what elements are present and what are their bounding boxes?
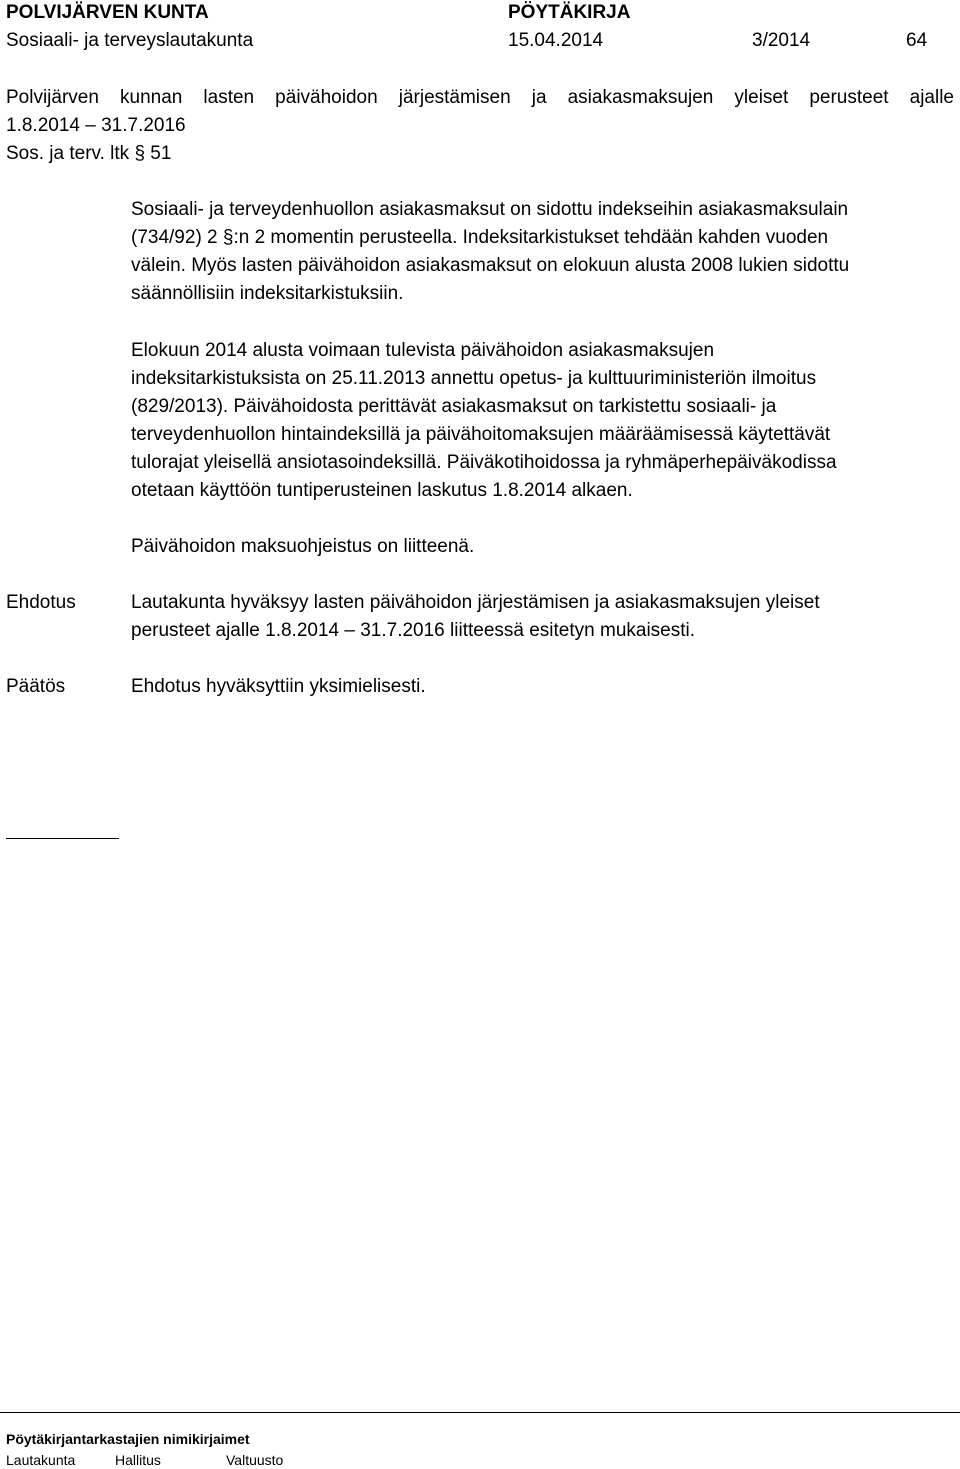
proposal-line: Lautakunta hyväksyy lasten päivähoidon järjestämisen ja asiakasmaksujen yleiset [131,592,820,613]
paragraph-line: Päivähoidon maksuohjeistus on liitteenä. [131,536,475,557]
footer-field-hallitus: Hallitus [115,1452,161,1468]
meeting-date: 15.04.2014 [508,30,604,51]
paragraph-line: Elokuun 2014 alusta voimaan tulevista päivähoidon asiakasmaksujen [131,340,715,361]
document-type: PÖYTÄKIRJA [508,2,631,23]
proposal-text [131,589,931,645]
paragraph-line: Sosiaali- ja terveydenhuollon asiakasmaksut on sidottu indekseihin asiakasmaksulain [131,199,849,220]
page-number: 64 [906,30,928,51]
decision-line: Ehdotus hyväksyttiin yksimielisesti. [131,676,426,697]
proposal-label: Ehdotus [6,592,76,613]
paragraph-1 [131,196,931,308]
decision-text [131,673,931,701]
paragraph-line: tulorajat yleisellä ansiotasoindeksillä. Päiväkotihoidossa ja ryhmäperhepäiväkodissa [131,452,837,473]
paragraph-3 [131,533,931,561]
title-line-2: 1.8.2014 – 31.7.2016 [6,115,186,136]
title-line-1: Polvijärven kunnan lasten päivähoidon järjestämisen ja asiakasmaksujen yleiset perusteet ajalle [6,87,954,108]
footer-field-lautakunta: Lautakunta [6,1452,76,1468]
footer-divider [0,1412,960,1413]
section-reference: Sos. ja terv. ltk § 51 [6,143,172,164]
proposal-line: perusteet ajalle 1.8.2014 – 31.7.2016 liitteessä esitetyn mukaisesti. [131,620,696,641]
paragraph-line: (734/92) 2 §:n 2 momentin perusteella. Indeksitarkistukset tehdään kahden vuoden [131,227,829,248]
paragraph-2 [131,337,931,505]
document-title [6,84,954,112]
paragraph-line: säännöllisiin indeksitarkistuksiin. [131,283,404,304]
paragraph-line: (829/2013). Päivähoidosta perittävät asiakasmaksut on tarkistettu sosiaali- ja [131,396,777,417]
footer-field-valtuusto: Valtuusto [226,1452,284,1468]
signature-line [6,838,119,839]
paragraph-line: terveydenhuollon hintaindeksillä ja päivähoitomaksujen määräämisessä käytettävät [131,424,831,445]
paragraph-line: otetaan käyttöön tuntiperusteinen laskutus 1.8.2014 alkaen. [131,480,633,501]
organization-name: POLVIJÄRVEN KUNTA [6,2,209,23]
paragraph-line: indeksitarkistuksista on 25.11.2013 annettu opetus- ja kulttuuriministeriön ilmoitus [131,368,817,389]
paragraph-line: välein. Myös lasten päivähoidon asiakasmaksut on elokuun alusta 2008 lukien sidottu [131,255,850,276]
meeting-number: 3/2014 [752,30,811,51]
decision-label: Päätös [6,676,66,697]
committee-name: Sosiaali- ja terveyslautakunta [6,30,254,51]
footer-title: Pöytäkirjantarkastajien nimikirjaimet [6,1431,250,1447]
